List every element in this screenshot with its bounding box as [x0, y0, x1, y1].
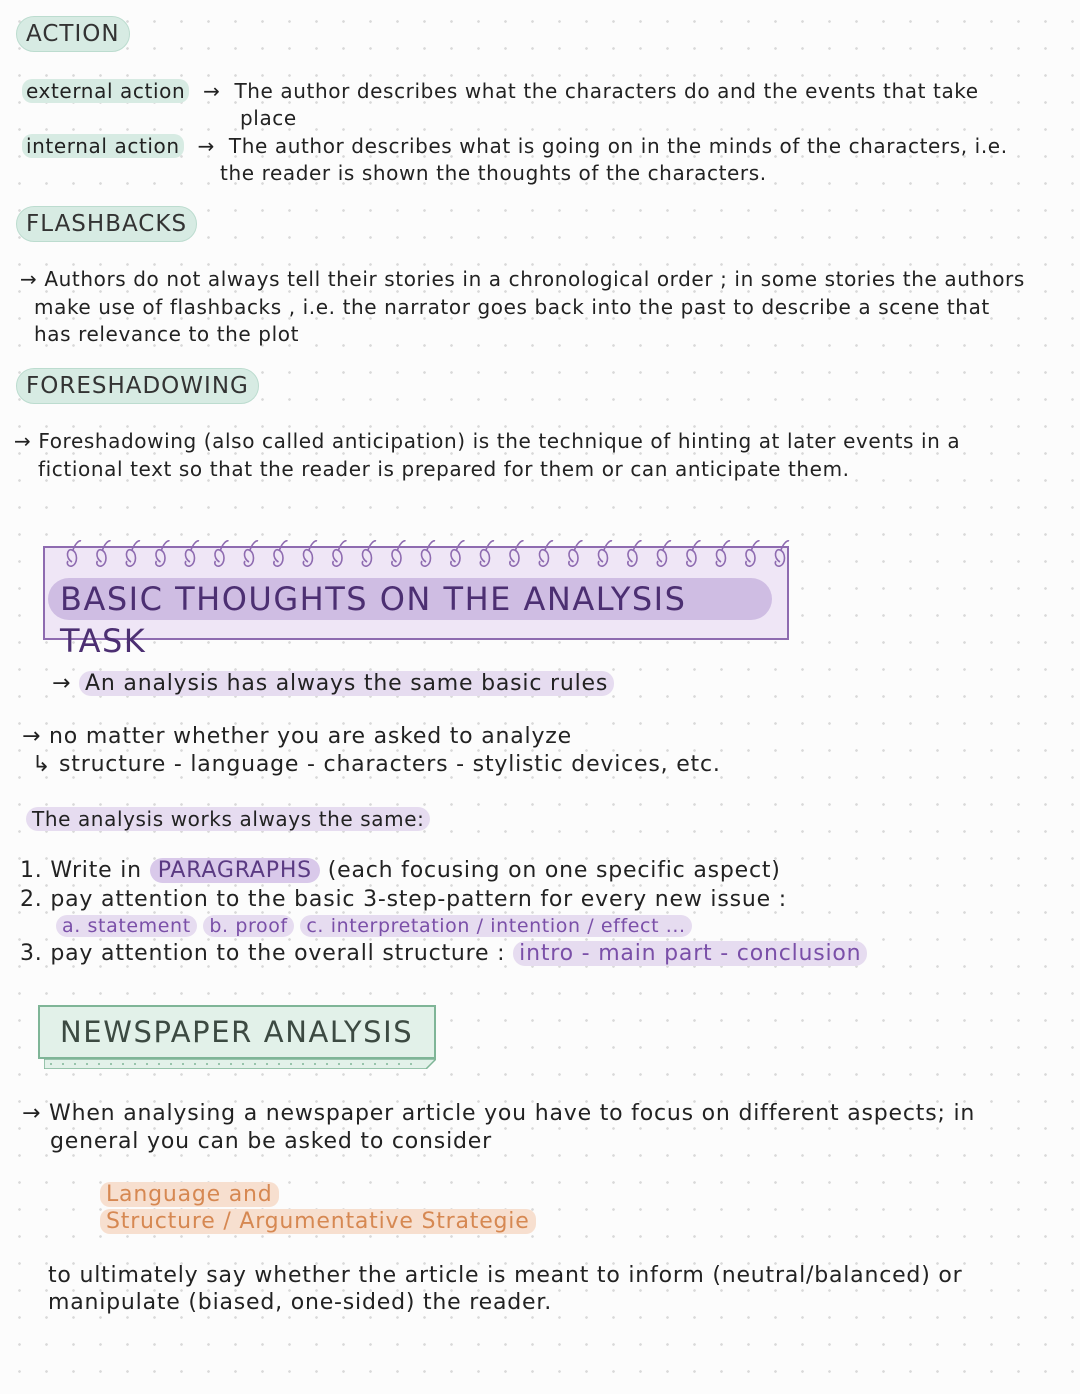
binder-ring-hook-icon [752, 541, 760, 550]
binder-ring-icon [746, 550, 755, 566]
internal-action-text-cont: the reader is shown the thoughts of the characters. [220, 161, 767, 185]
flashbacks-line-3: has relevance to the plot [34, 322, 300, 346]
binder-ring-icon [185, 550, 194, 566]
foreshadowing-text-1: Foreshadowing (also called anticipation) is the technique of hinting at later events in a [38, 429, 961, 453]
foreshadowing-line-1 [14, 428, 960, 455]
binder-ring-hook-icon [103, 541, 111, 550]
action-heading: ACTION [16, 16, 130, 52]
binder-ring-icon [657, 550, 666, 566]
binder-ring-hook-icon [398, 541, 406, 550]
binder-ring-icon [569, 550, 578, 566]
analysis-item-1 [20, 857, 781, 884]
flashbacks-line-1 [20, 266, 1025, 293]
analysis-rule-text: An analysis has always the same basic rules [79, 671, 614, 696]
binder-ring-hook-icon [781, 541, 789, 550]
flashbacks-heading: FLASHBACKS [16, 206, 197, 242]
binder-ring-icon [67, 550, 76, 566]
analysis-aspects-text: structure - language - characters - stylistic devices, etc. [59, 752, 721, 777]
internal-action-row [22, 133, 1008, 160]
binder-ring-hook-icon [280, 541, 288, 550]
external-action-label: external action [22, 79, 189, 103]
analysis-heading: BASIC THOUGHTS ON THE ANALYSIS TASK [48, 578, 772, 620]
internal-action-text: The author describes what is going on in the minds of the characters, i.e. [228, 134, 1008, 158]
binder-ring-icon [126, 550, 135, 566]
binder-ring-icon [628, 550, 637, 566]
newspaper-heading: NEWSPAPER ANALYSIS [60, 1015, 414, 1049]
item-1-text-post: (each focusing on one specific aspect) [327, 858, 781, 883]
arrow-icon: → [190, 134, 222, 158]
external-action-text: The author describes what the characters do and the events that take [234, 79, 979, 103]
binder-ring-hook-icon [516, 541, 524, 550]
analysis-item-3 [20, 940, 867, 967]
binder-ring-hook-icon [309, 541, 317, 550]
analysis-works-same [26, 806, 430, 833]
binder-ring-icon [244, 550, 253, 566]
analysis-no-matter [22, 723, 572, 750]
binder-ring-icon [392, 550, 401, 566]
binder-ring-hook-icon [73, 541, 81, 550]
binder-ring-icon [156, 550, 165, 566]
binder-ring-hook-icon [604, 541, 612, 550]
binder-ring-hook-icon [693, 541, 701, 550]
binder-ring-hook-icon [427, 541, 435, 550]
analysis-item-2: 2. pay attention to the basic 3-step-pattern for every new issue : [20, 887, 787, 912]
binder-ring-icon [451, 550, 460, 566]
structure-highlight: intro - main part - conclusion [513, 941, 867, 966]
newspaper-line-2: general you can be asked to consider [50, 1129, 492, 1154]
analysis-no-matter-text: no matter whether you are asked to analyze [49, 724, 572, 749]
binder-ring-icon [539, 550, 548, 566]
binder-ring-hook-icon [663, 541, 671, 550]
binder-ring-icon [480, 550, 489, 566]
binder-ring-hook-icon [191, 541, 199, 550]
binder-ring-hook-icon [250, 541, 258, 550]
newspaper-conclusion-1: to ultimately say whether the article is meant to inform (neutral/balanced) or [48, 1263, 963, 1288]
step-b: b. proof [203, 915, 293, 937]
foreshadowing-heading: FORESHADOWING [16, 368, 259, 404]
arrow-icon: → [22, 724, 42, 749]
item-3-text: 3. pay attention to the overall structure : [20, 941, 506, 966]
return-arrow-icon: ↳ [32, 752, 52, 777]
external-action-text-cont: place [240, 106, 297, 130]
arrow-icon: → [196, 79, 228, 103]
binder-ring-icon [421, 550, 430, 566]
binder-ring-hook-icon [368, 541, 376, 550]
step-a: a. statement [56, 915, 197, 937]
newspaper-text-1: When analysing a newspaper article you have to focus on different aspects; in [49, 1101, 976, 1126]
external-action-row [22, 78, 979, 105]
language-aspect: Language and [100, 1182, 279, 1207]
arrow-icon: → [52, 671, 72, 696]
binder-rings-decoration [62, 538, 792, 572]
analysis-rule [52, 670, 614, 697]
structure-aspect: Structure / Argumentative Strategie [100, 1209, 536, 1234]
binder-ring-icon [716, 550, 725, 566]
internal-action-label: internal action [22, 134, 184, 158]
binder-ring-icon [598, 550, 607, 566]
binder-ring-hook-icon [339, 541, 347, 550]
arrow-icon: → [22, 1101, 42, 1126]
flashbacks-line-2: make use of flashbacks , i.e. the narrator goes back into the past to describe a scene that [34, 295, 990, 319]
binder-ring-icon [97, 550, 106, 566]
analysis-works-same-text: The analysis works always the same: [26, 807, 430, 831]
arrow-icon: → [14, 429, 32, 453]
binder-ring-hook-icon [486, 541, 494, 550]
binder-ring-hook-icon [634, 541, 642, 550]
binder-ring-hook-icon [457, 541, 465, 550]
binder-ring-icon [333, 550, 342, 566]
newspaper-aspect-1 [100, 1181, 279, 1208]
newspaper-line-1 [22, 1100, 975, 1127]
foreshadowing-line-2: fictional text so that the reader is prepared for them or can anticipate them. [38, 457, 850, 481]
analysis-steps [56, 913, 692, 940]
binder-ring-hook-icon [722, 541, 730, 550]
newspaper-box-shadow [44, 1059, 436, 1069]
binder-ring-icon [215, 550, 224, 566]
newspaper-aspect-2 [100, 1208, 536, 1235]
step-c: c. interpretation / intention / effect ... [300, 915, 691, 937]
binder-ring-icon [687, 550, 696, 566]
newspaper-conclusion-2: manipulate (biased, one-sided) the reader. [48, 1290, 552, 1315]
binder-ring-icon [274, 550, 283, 566]
arrow-icon: → [20, 267, 38, 291]
flashbacks-text-1: Authors do not always tell their stories in a chronological order ; in some stories the authors [44, 267, 1025, 291]
binder-ring-icon [510, 550, 519, 566]
binder-ring-hook-icon [575, 541, 583, 550]
paragraphs-highlight: PARAGRAPHS [150, 858, 320, 883]
binder-ring-icon [362, 550, 371, 566]
analysis-aspects [32, 751, 721, 778]
binder-ring-hook-icon [162, 541, 170, 550]
binder-ring-icon [775, 550, 784, 566]
item-1-text: 1. Write in [20, 858, 142, 883]
binder-ring-hook-icon [221, 541, 229, 550]
binder-ring-hook-icon [545, 541, 553, 550]
binder-ring-hook-icon [132, 541, 140, 550]
binder-ring-icon [303, 550, 312, 566]
